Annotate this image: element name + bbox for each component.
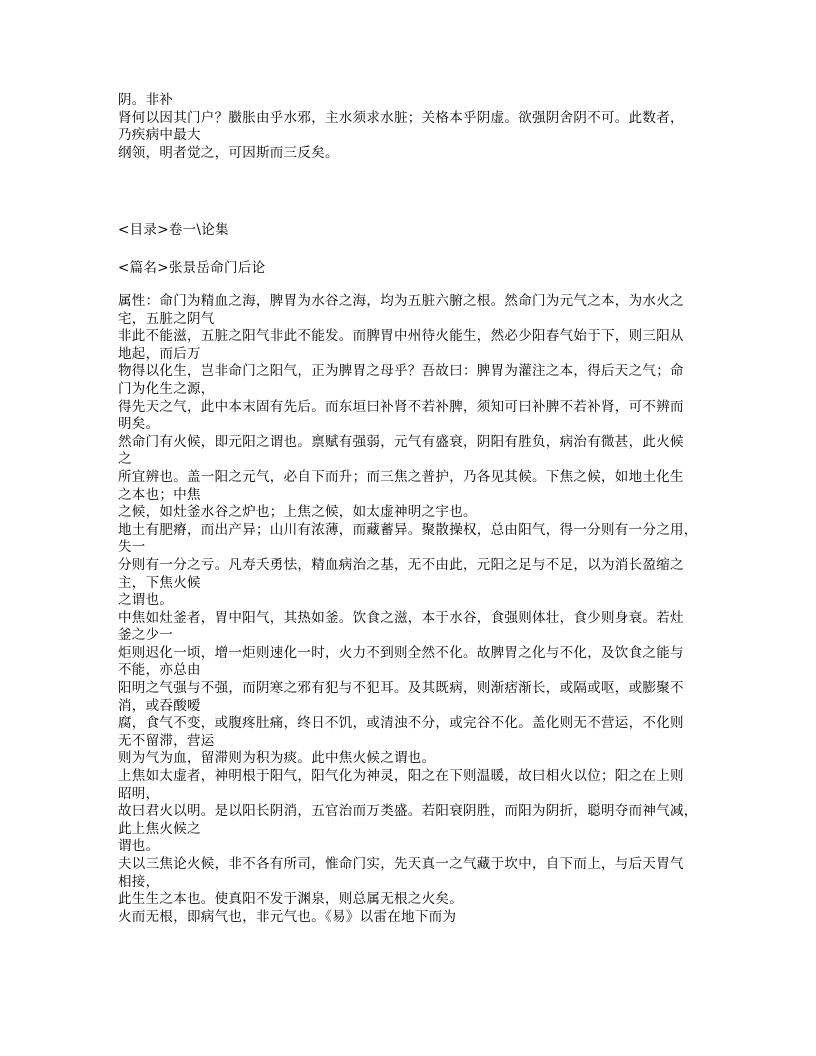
text-line: 之候，如灶釜水谷之炉也；上焦之候，如太虚神明之宇也。: [118, 504, 477, 521]
text-line: 肾何以因其门户？臌胀由乎水邪，主水须求水脏；关格本乎阴虚。欲强阴舍阴不可。此数者，: [118, 109, 684, 126]
text-line: 得先天之气，此中本末固有先后。而东垣曰补肾不若补脾，须知可曰补脾不若补肾，可不辨而: [118, 398, 684, 415]
text-line: 釜之少一: [118, 627, 174, 644]
catalog-heading: <目录>卷一\论集: [118, 222, 229, 238]
text-line: 则为气为血，留滞则为积为痰。此中焦火候之谓也。: [118, 750, 436, 767]
text-line: 地土有肥瘠，而出产异；山川有浓薄，而藏蓄异。聚散操权，总由阳气，得一分则有一分之用，: [118, 521, 698, 538]
text-line: 物得以化生，岂非命门之阳气，正为脾胃之母乎？吾故曰：脾胃为灌注之本，得后天之气；命: [118, 363, 684, 380]
text-line: 昭明，: [118, 785, 160, 802]
text-line: 然命门有火候，即元阳之谓也。禀赋有强弱，元气有盛衰，阴阳有胜负，病治有微甚，此火候: [118, 433, 684, 450]
intro-paragraph: [118, 92, 702, 162]
text-line: 门为化生之源，: [118, 380, 215, 397]
text-line: 此上焦火候之: [118, 820, 201, 837]
text-line: 所宜辨也。盖一阳之元气，必自下而升；而三焦之普护，乃各见其候。下焦之候，如地土化生: [118, 468, 684, 485]
text-line: 无不留滞，营运: [118, 732, 215, 749]
text-line: 炬则迟化一顷，增一炬则速化一时，火力不到则全然不化。故脾胃之化与不化，及饮食之能与: [118, 644, 684, 661]
text-line: 主，下焦火候: [118, 574, 201, 591]
text-line: 失一: [118, 539, 146, 556]
text-line: 属性：命门为精血之海，脾胃为水谷之海，均为五脏六腑之根。然命门为元气之本，为水火之: [118, 293, 684, 309]
text-line: 明矣。: [118, 416, 160, 433]
text-line: 夫以三焦论火候，非不各有所司，惟命门实，先天真一之气藏于坎中，自下而上，与后天胃气: [118, 856, 684, 872]
text-line: 地起，而后万: [118, 345, 201, 362]
text-line: 火而无根，即病气也，非元气也。《易》以雷在地下而为: [118, 908, 457, 925]
text-line: 阳明之气强与不强，而阴寒之邪有犯与不犯耳。及其既病，则渐痞渐长，或隔或呕，或膨聚不: [118, 680, 684, 697]
text-line: 谓也。: [118, 838, 160, 855]
text-line: 不能，亦总由: [118, 662, 201, 679]
text-line: 之: [118, 451, 132, 468]
text-line: 此生生之本也。使真阳不发于渊泉，则总属无根之火矣。: [118, 891, 463, 908]
text-line: 相接，: [118, 873, 160, 890]
text-line: 阴。非补: [118, 92, 174, 108]
body-text: [118, 293, 702, 926]
text-line: 乃疾病中最大: [118, 127, 201, 144]
text-line: 之本也；中焦: [118, 486, 201, 503]
text-line: 之谓也。: [118, 592, 174, 609]
text-line: 非此不能滋，五脏之阳气非此不能发。而脾胃中州待火能生，然必少阳春气始于下，则三阳从: [118, 328, 684, 345]
text-line: 消，或吞酸嗳: [118, 697, 201, 714]
text-line: 腐，食气不变，或腹疼肚痛，终日不饥，或清浊不分，或完谷不化。盖化则无不营运，不化则: [118, 715, 684, 732]
text-line: 故曰君火以明。是以阳长阴消，五官治而万类盛。若阳衰阴胜，而阳为阴折，聪明夺而神气减，: [118, 803, 698, 820]
chapter-title: <篇名>张景岳命门后论: [118, 260, 266, 276]
text-line: 中焦如灶釜者，胃中阳气，其热如釜。饮食之滋，本于水谷，食强则体壮，食少则身衰。若灶: [118, 609, 684, 626]
text-line: 纲领，明者觉之，可因斯而三反矣。: [118, 144, 339, 161]
text-line: 分则有一分之亏。凡寿夭勇怯，精血病治之基，无不由此，元阳之足与不足，以为消长盈缩之: [118, 556, 684, 573]
text-line: 上焦如太虚者，神明根于阳气，阳气化为神灵，阳之在下则温暖，故曰相火以位；阳之在上则: [118, 768, 684, 785]
text-line: 宅，五脏之阴气: [118, 310, 215, 327]
